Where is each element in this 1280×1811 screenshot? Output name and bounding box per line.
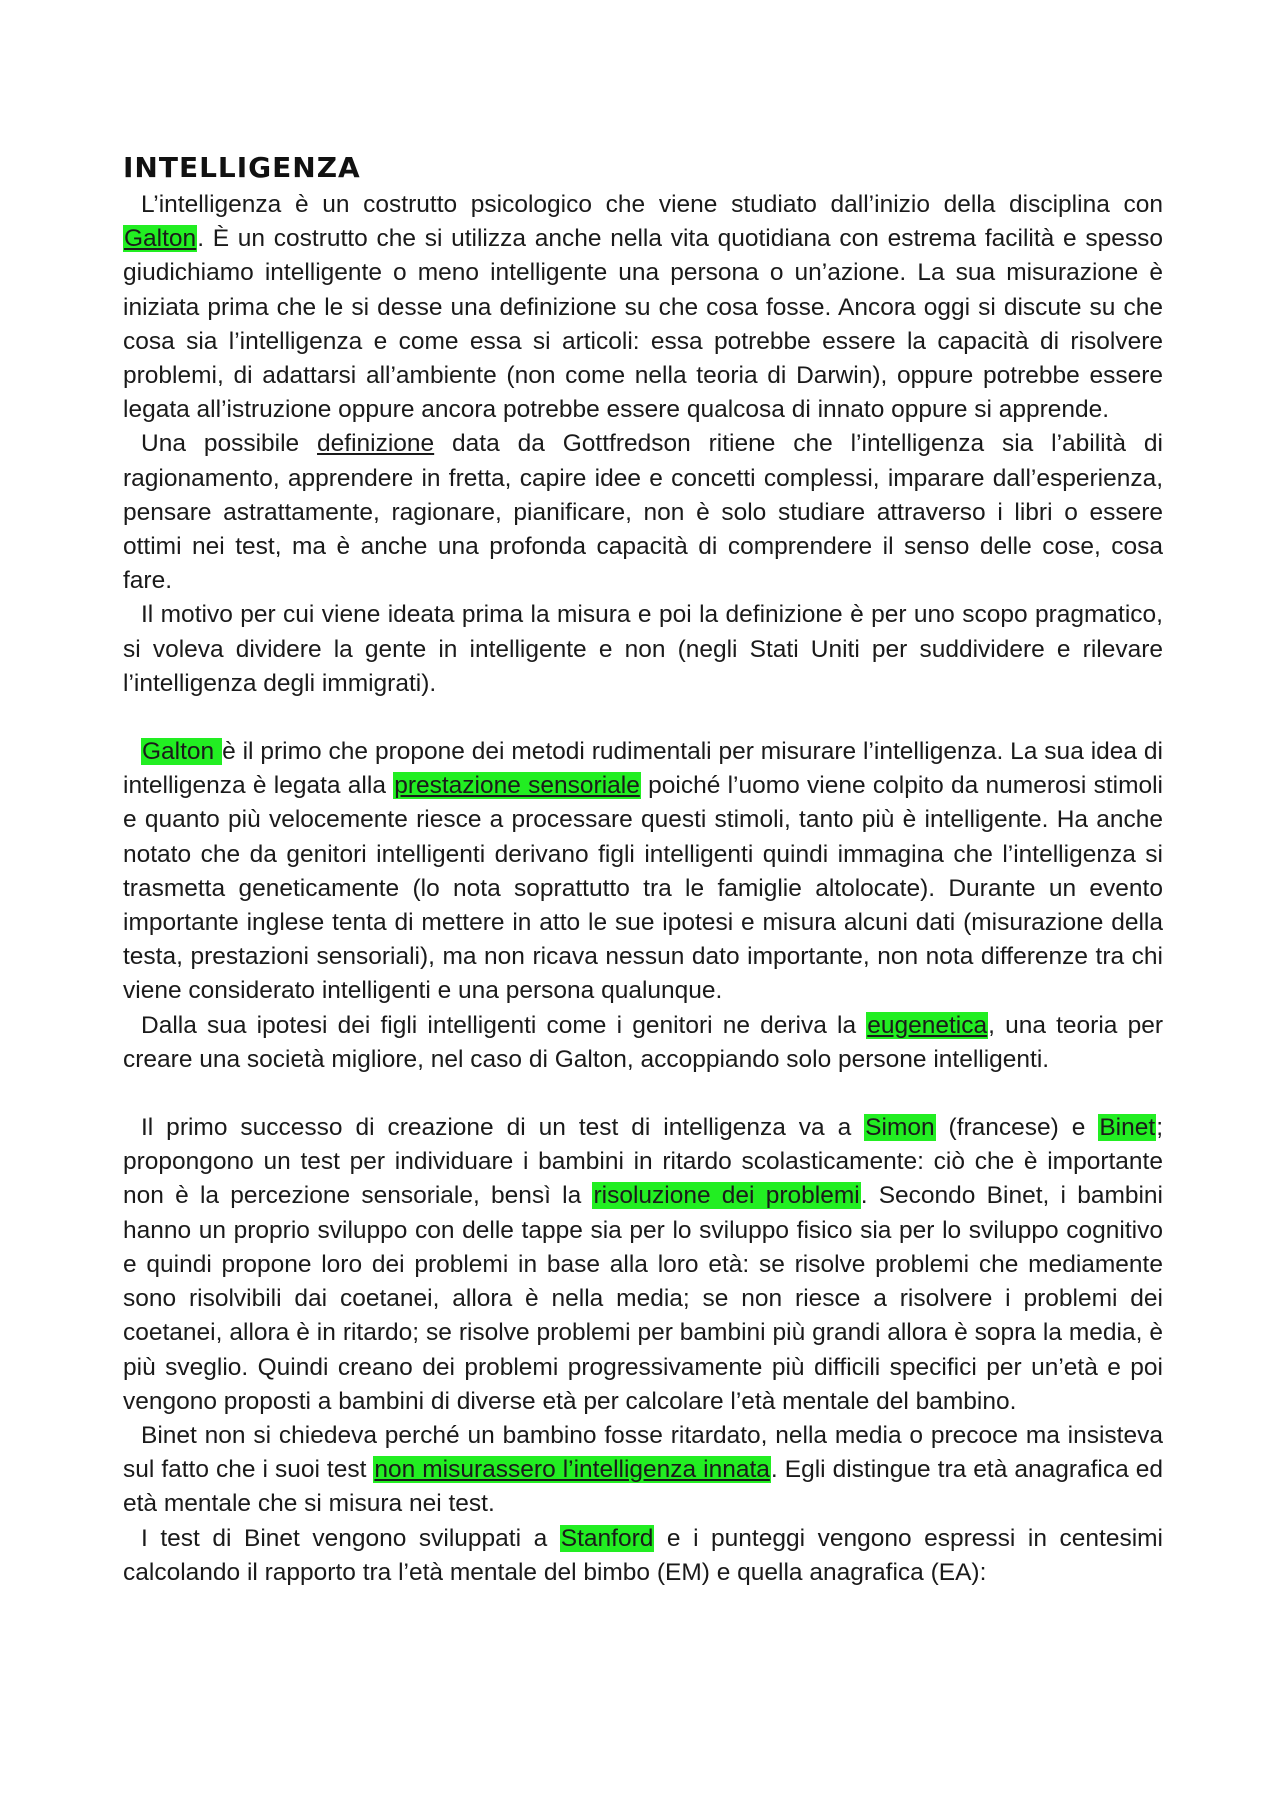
highlight-stanford: Stanford bbox=[560, 1524, 654, 1552]
highlight-eugenetica: eugenetica bbox=[867, 1011, 988, 1039]
highlight-binet: Binet bbox=[1099, 1114, 1156, 1142]
highlight-intelligenza-innata: non misurassero l’intelligenza innata bbox=[374, 1456, 770, 1484]
paragraph-intro: L’intelligenza è un costrutto psicologico che viene studiato dall’inizio della disciplina con Galton. È un costrutto che si utilizza anche nella vita quotidiana con estrema facilità e spesso giudichiamo intelligente o meno intelligente una persona o un’azione. La sua misurazione è iniziata prima che le si desse una definizione su che cosa fosse. Ancora oggi si discute su che cosa sia l’intelligenza e come essa si articoli: essa potrebbe essere la capacità di risolvere problemi, di adattarsi all’ambiente (non come nella teoria di Darwin), oppure potrebbe essere legata all’istruzione oppure ancora potrebbe essere qualcosa di innato oppure si apprende. bbox=[123, 191, 1163, 424]
highlight-galton: Galton bbox=[124, 225, 197, 253]
paragraph-eugenetica: Dalla sua ipotesi dei figli intelligenti come i genitori ne deriva la eugenetica, una teoria per creare una società migliore, nel caso di Galton, accoppiando solo persone intelligenti. bbox=[123, 1011, 1163, 1073]
page-title: INTELLIGENZA bbox=[123, 151, 361, 184]
paragraph-definition: Una possibile definizione data da Gottfredson ritiene che l’intelligenza sia l’abilità di ragionamento, apprendere in fretta, capire idee e concetti complessi, imparare dall’esperienza, pensare astrattamente, ragionare, pianificare, non è solo studiare attraverso i libri o essere ottimi nei test, ma è anche una profonda capacità di comprendere il senso delle cose, cosa fare. bbox=[123, 430, 1163, 595]
paragraph-binet: Il primo successo di creazione di un test di intelligenza va a Simon (francese) e Binet; propongono un test per individuare i bambini in ritardo scolasticamente: ciò che è importante non è la percezione sensoriale, bensì la risoluzione dei problemi. Secondo Binet, i bambini hanno un proprio sviluppo con delle tappe sia per lo sviluppo fisico sia per lo sviluppo cognitivo e quindi propone loro dei problemi in base alla loro età: se risolve problemi che mediamente sono risolvibili dai coetanei, allora è nella media; se non riesce a risolvere i problemi dei coetanei, allora è in ritardo; se risolve problemi per bambini più grandi allora è sopra la media, è più sveglio. Quindi creano dei problemi progressivamente più difficili specifici per un’età e poi vengono proposti a bambini di diverse età per calcolare l’età mentale del bambino. bbox=[123, 1114, 1163, 1415]
paragraph-galton: Galton è il primo che propone dei metodi rudimentali per misurare l’intelligenza. La sua idea di intelligenza è legata alla prestazione sensoriale poiché l’uomo viene colpito da numerosi stimoli e quanto più velocemente riesce a processare questi stimoli, tanto più è intelligente. Ha anche notato che da genitori intelligenti derivano figli intelligenti quindi immagina che l’intelligenza si trasmetta geneticamente (lo nota soprattutto tra le famiglie altolocate). Durante un evento importante inglese tenta di mettere in atto le sue ipotesi e misura alcuni dati (misurazione della testa, prestazioni sensoriali), ma non ricava nessun dato importante, non nota differenze tra chi viene considerato intelligenti e una persona qualunque. bbox=[123, 738, 1163, 1005]
underline-definizione: definizione bbox=[317, 430, 435, 458]
paragraph-motive: Il motivo per cui viene ideata prima la misura e poi la definizione è per uno scopo pragmatico, si voleva dividere la gente in intelligente e non (negli Stati Uniti per suddividere e rilevare l’intelligenza degli immigrati). bbox=[123, 601, 1163, 697]
paragraph-gap bbox=[123, 1077, 1163, 1111]
paragraph-gap bbox=[123, 701, 1163, 735]
highlight-galton-2: Galton bbox=[142, 738, 222, 766]
highlight-prestazione-sensoriale: prestazione sensoriale bbox=[394, 772, 640, 800]
highlight-simon: Simon bbox=[865, 1114, 935, 1142]
highlight-risoluzione-problemi: risoluzione dei problemi bbox=[593, 1182, 860, 1210]
document-page bbox=[123, 150, 1163, 1590]
paragraph-stanford: I test di Binet vengono sviluppati a Stanford e i punteggi vengono espressi in centesimi calcolando il rapporto tra l’età mentale del bimbo (EM) e quella anagrafica (EA): bbox=[123, 1524, 1163, 1586]
paragraph-binet-innata: Binet non si chiedeva perché un bambino fosse ritardato, nella media o precoce ma insisteva sul fatto che i suoi test non misurassero l’intelligenza innata. Egli distingue tra età anagrafica ed età mentale che si misura nei test. bbox=[123, 1421, 1163, 1518]
